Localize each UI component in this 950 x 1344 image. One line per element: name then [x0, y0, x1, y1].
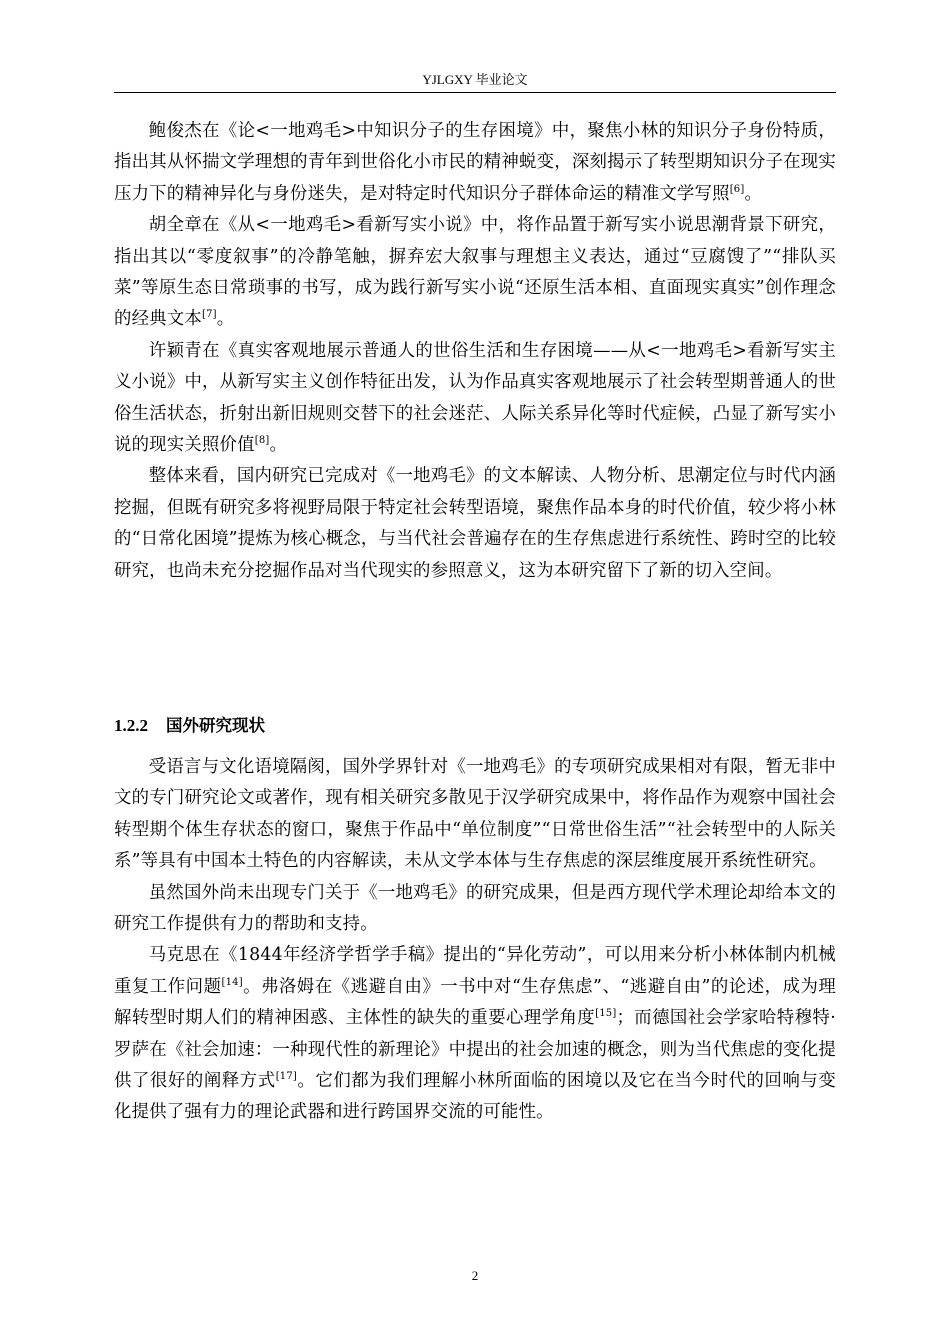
paragraph-text: 。弗洛姆在《逃避自由》一书中对“生存焦虑”、“逃避自由”的论述，成为理解转型时期人们的精神困惑、主体性的缺失的重要心理学角度: [114, 976, 836, 1029]
paragraph-text: 整体来看，国内研究已完成对《一地鸡毛》的文本解读、人物分析、思潮定位与时代内涵挖掘，但既有研究多将视野局限于特定社会转型语境，聚焦作品本身的时代价值，较少将小林的“日常化困境”提炼为核心概念，与当代社会普遍存在的生存焦虑进行系统性、跨时空的比较研究，也尚未充分挖掘作品对当代现实的参照意义，这为本研究留下了新的切入空间。: [114, 466, 836, 581]
paragraph-text: ；而德国社会学家哈特穆特·罗萨在《社会加速：一种现代性的新理论》中提出的社会加速的概念，则为当代焦虑的变化提供了很好的阐释方式: [114, 1008, 836, 1092]
citation-ref: [7]: [201, 309, 217, 321]
paragraph-hu: [114, 210, 836, 336]
body-text-top: [114, 116, 836, 587]
header-rule: [114, 92, 836, 93]
paragraph-bao: [114, 116, 836, 210]
paragraph-text: 马克思在《1844年经济学哲学手稿》提出的“异化劳动”，可以用来分析小林体制内机械重复工作问题: [114, 945, 836, 997]
citation-ref: [8]: [254, 435, 270, 447]
citation-ref: [14]: [221, 977, 243, 989]
paragraph-xu: [114, 336, 836, 462]
section-heading: [114, 714, 265, 738]
citation-ref: [6]: [729, 184, 745, 196]
paragraph-marx: [114, 940, 836, 1128]
paragraph-summary: [114, 461, 836, 587]
paragraph-western-theory: [114, 878, 836, 941]
citation-ref: [17]: [275, 1071, 298, 1083]
paragraph-text: 。它们都为我们理解小林所面临的困境以及它在当今时代的回响与变化提供了强有力的理论武器和进行跨国界交流的可能性。: [114, 1071, 836, 1123]
paragraph-tail: 。: [216, 309, 235, 330]
body-text-bottom: [114, 752, 836, 1129]
paragraph-text: 鲍俊杰在《论<一地鸡毛>中知识分子的生存困境》中，聚焦小林的知识分子身份特质，指出其从怀揣文学理想的青年到世俗化小市民的精神蜕变，深刻揭示了转型期知识分子在现实压力下的精神异化与身份迷失，是对特定时代知识分子群体命运的精准文学写照: [114, 121, 836, 204]
paragraph-tail: 。: [744, 183, 763, 204]
section-number: 1.2.2: [114, 716, 148, 735]
paragraph-tail: 。: [269, 435, 288, 456]
page-header: YJLGXY 毕业论文: [422, 72, 528, 87]
paragraph-text: 受语言与文化语境隔阂，国外学界针对《一地鸡毛》的专项研究成果相对有限，暂无非中文的专门研究论文或著作，现有相关研究多散见于汉学研究成果中，将作品作为观察中国社会转型期个体生存状态的窗口，聚焦于作品中“单位制度”“日常世俗生活”“社会转型中的人际关系”等具有中国本土特色的内容解读，未从文学本体与生存焦虑的深层维度展开系统性研究。: [114, 757, 836, 872]
page-number: 2: [471, 1268, 479, 1283]
paragraph-text: 胡全章在《从<一地鸡毛>看新写实小说》中，将作品置于新写实小说思潮背景下研究，指出其以“零度叙事”的冷静笔触，摒弃宏大叙事与理想主义表达，通过“豆腐馊了”“排队买菜”等原生态日常琐事的书写，成为践行新写实小说“还原生活本相、直面现实真实”创作理念的经典文本: [114, 215, 836, 330]
paragraph-foreign-overview: [114, 752, 836, 878]
paragraph-text: 虽然国外尚未出现专门关于《一地鸡毛》的研究成果，但是西方现代学术理论却给本文的研究工作提供有力的帮助和支持。: [114, 882, 836, 935]
section-title: 国外研究现状: [166, 716, 265, 735]
citation-ref: [15]: [595, 1008, 617, 1020]
paragraph-text: 许颖青在《真实客观地展示普通人的世俗生活和生存困境——从<一地鸡毛>看新写实主义小说》中，从新写实主义创作特征出发，认为作品真实客观地展示了社会转型期普通人的世俗生活状态，折射出新旧规则交替下的社会迷茫、人际关系异化等时代症候，凸显了新写实小说的现实关照价值: [114, 340, 836, 456]
